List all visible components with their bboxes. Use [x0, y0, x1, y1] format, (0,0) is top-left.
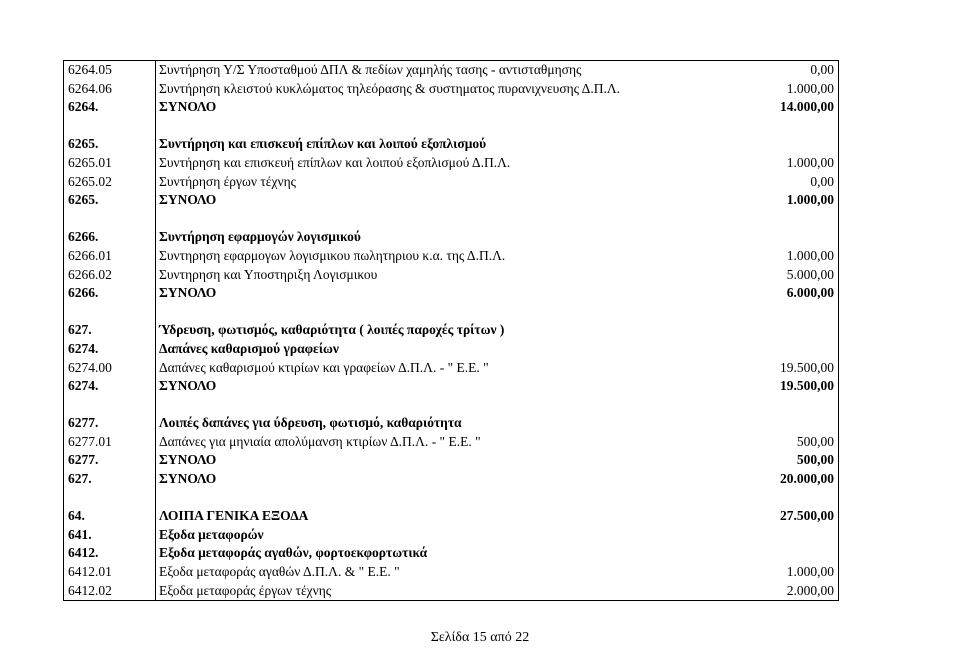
account-code: 6265.02: [68, 173, 112, 189]
account-code: 6265.: [68, 192, 99, 208]
account-description: Συντηρηση εφαρμογων λογισμικου πωλητηριου κ.α. της Δ.Π.Λ.: [159, 247, 506, 263]
table-row: [64, 470, 838, 489]
page-number: Σελίδα 15 από 22: [430, 630, 530, 645]
table-row: [64, 173, 838, 192]
amount-value: 500,00: [796, 433, 834, 449]
spacer-row: [64, 117, 838, 136]
amount-value: 14.000,00: [780, 99, 834, 115]
table-row: [64, 191, 838, 210]
account-code: 6266.02: [68, 266, 112, 282]
spacer-row: [64, 489, 838, 508]
table-row: [64, 414, 838, 433]
table-row: [64, 98, 838, 117]
account-code: 6277.01: [68, 433, 112, 449]
table-row: [64, 247, 838, 266]
account-code: 627.: [68, 322, 92, 338]
account-description: Συντηρηση και Υποστηριξη Λογισμικου: [159, 266, 378, 282]
amount-value: 0,00: [810, 62, 834, 77]
account-description: Ύδρευση, φωτισμός, καθαριότητα ( λοιπές παροχές τρίτων ): [159, 322, 505, 338]
account-description: Εξοδα μεταφοράς αγαθών, φορτοεκφορτωτικά: [159, 545, 428, 561]
table-row: [64, 582, 838, 601]
amount-value: 500,00: [796, 452, 834, 468]
account-code: 6266.: [68, 285, 99, 301]
amount-value: 0,00: [810, 173, 834, 189]
amount-value: 1.000,00: [786, 154, 834, 170]
amount-value: 19.500,00: [780, 359, 834, 375]
account-description: ΣΥΝΟΛΟ: [159, 285, 217, 301]
table-rows: [64, 61, 838, 600]
account-code: 6265.01: [68, 154, 112, 170]
account-description: ΣΥΝΟΛΟ: [159, 192, 217, 208]
account-description: Δαπάνες καθαρισμού γραφείων: [159, 340, 339, 356]
table-row: [64, 359, 838, 378]
account-code: 6412.: [68, 545, 99, 561]
table-row: [64, 451, 838, 470]
amount-value: 1.000,00: [786, 247, 834, 263]
account-description: Συντήρηση και επισκευή επίπλων και λοιπού εξοπλισμού Δ.Π.Λ.: [159, 154, 511, 170]
amount-value: 1.000,00: [786, 80, 834, 96]
account-code: 6412.02: [68, 582, 112, 598]
table-row: [64, 544, 838, 563]
table-row: [64, 321, 838, 340]
account-code: 6265.: [68, 136, 99, 152]
account-code: 64.: [68, 508, 85, 524]
table-row: [64, 61, 838, 80]
table-row: [64, 507, 838, 526]
account-description: Λοιπές δαπάνες για ύδρευση, φωτισμό, καθαριότητα: [159, 415, 462, 431]
account-code: 6274.: [68, 378, 99, 394]
table-row: [64, 228, 838, 247]
account-description: Συντήρηση και επισκευή επίπλων και λοιπού εξοπλισμού: [159, 136, 487, 152]
table-row: [64, 340, 838, 359]
account-code: 641.: [68, 526, 92, 542]
table-row: [64, 80, 838, 99]
account-description: ΣΥΝΟΛΟ: [159, 452, 217, 468]
account-description: Συντήρηση εφαρμογών λογισμικού: [159, 229, 361, 245]
amount-value: 27.500,00: [780, 508, 834, 524]
account-code: 6274.00: [68, 359, 112, 375]
table-row: [64, 154, 838, 173]
amount-value: 2.000,00: [786, 582, 834, 598]
account-code: 6264.06: [68, 80, 112, 96]
account-code: 6412.01: [68, 564, 112, 580]
account-description: ΣΥΝΟΛΟ: [159, 378, 217, 394]
account-description: Συντήρηση κλειστού κυκλώματος τηλεόρασης & συστηματος πυρανιχνευσης Δ.Π.Λ.: [159, 80, 621, 96]
table-row: [64, 284, 838, 303]
spacer-row: [64, 303, 838, 322]
account-description: Εξοδα μεταφορών: [159, 526, 264, 542]
account-description: Συντήρηση έργων τέχνης: [159, 173, 296, 189]
amount-value: 19.500,00: [780, 378, 834, 394]
account-description: ΛΟΙΠΑ ΓΕΝΙΚΑ ΕΞΟΔΑ: [159, 508, 309, 524]
table-row: [64, 526, 838, 545]
account-code: 627.: [68, 471, 92, 487]
table-row: [64, 135, 838, 154]
account-code: 6266.: [68, 229, 99, 245]
account-code: 6266.01: [68, 247, 112, 263]
account-description: Δαπάνες καθαρισμού κτιρίων και γραφείων Δ.Π.Λ. - " Ε.Ε. ": [159, 359, 489, 375]
account-code: 6264.05: [68, 62, 112, 77]
amount-value: 5.000,00: [786, 266, 834, 282]
account-description: Εξοδα μεταφοράς έργων τέχνης: [159, 582, 332, 598]
table-row: [64, 266, 838, 285]
account-description: ΣΥΝΟΛΟ: [159, 99, 217, 115]
account-code: 6274.: [68, 340, 99, 356]
spacer-row: [64, 210, 838, 229]
account-code: 6277.: [68, 452, 99, 468]
account-description: Συντήρηση Υ/Σ Υποσταθμού ΔΠΛ & πεδίων χαμηλής τασης - αντισταθμησης: [159, 62, 582, 77]
account-code: 6264.: [68, 99, 99, 115]
table-row: [64, 433, 838, 452]
account-code: 6277.: [68, 415, 99, 431]
amount-value: 20.000,00: [780, 471, 834, 487]
amount-value: 6.000,00: [786, 285, 834, 301]
account-description: ΣΥΝΟΛΟ: [159, 471, 217, 487]
account-description: Εξοδα μεταφοράς αγαθών Δ.Π.Λ. & " Ε.Ε. ": [159, 564, 400, 580]
amount-value: 1.000,00: [786, 192, 834, 208]
amount-value: 1.000,00: [786, 564, 834, 580]
spacer-row: [64, 396, 838, 415]
budget-table: [63, 60, 839, 601]
table-row: [64, 563, 838, 582]
account-description: Δαπάνες για μηνιαία απολύμανση κτιρίων Δ.Π.Λ. - " Ε.Ε. ": [159, 433, 481, 449]
table-row: [64, 377, 838, 396]
